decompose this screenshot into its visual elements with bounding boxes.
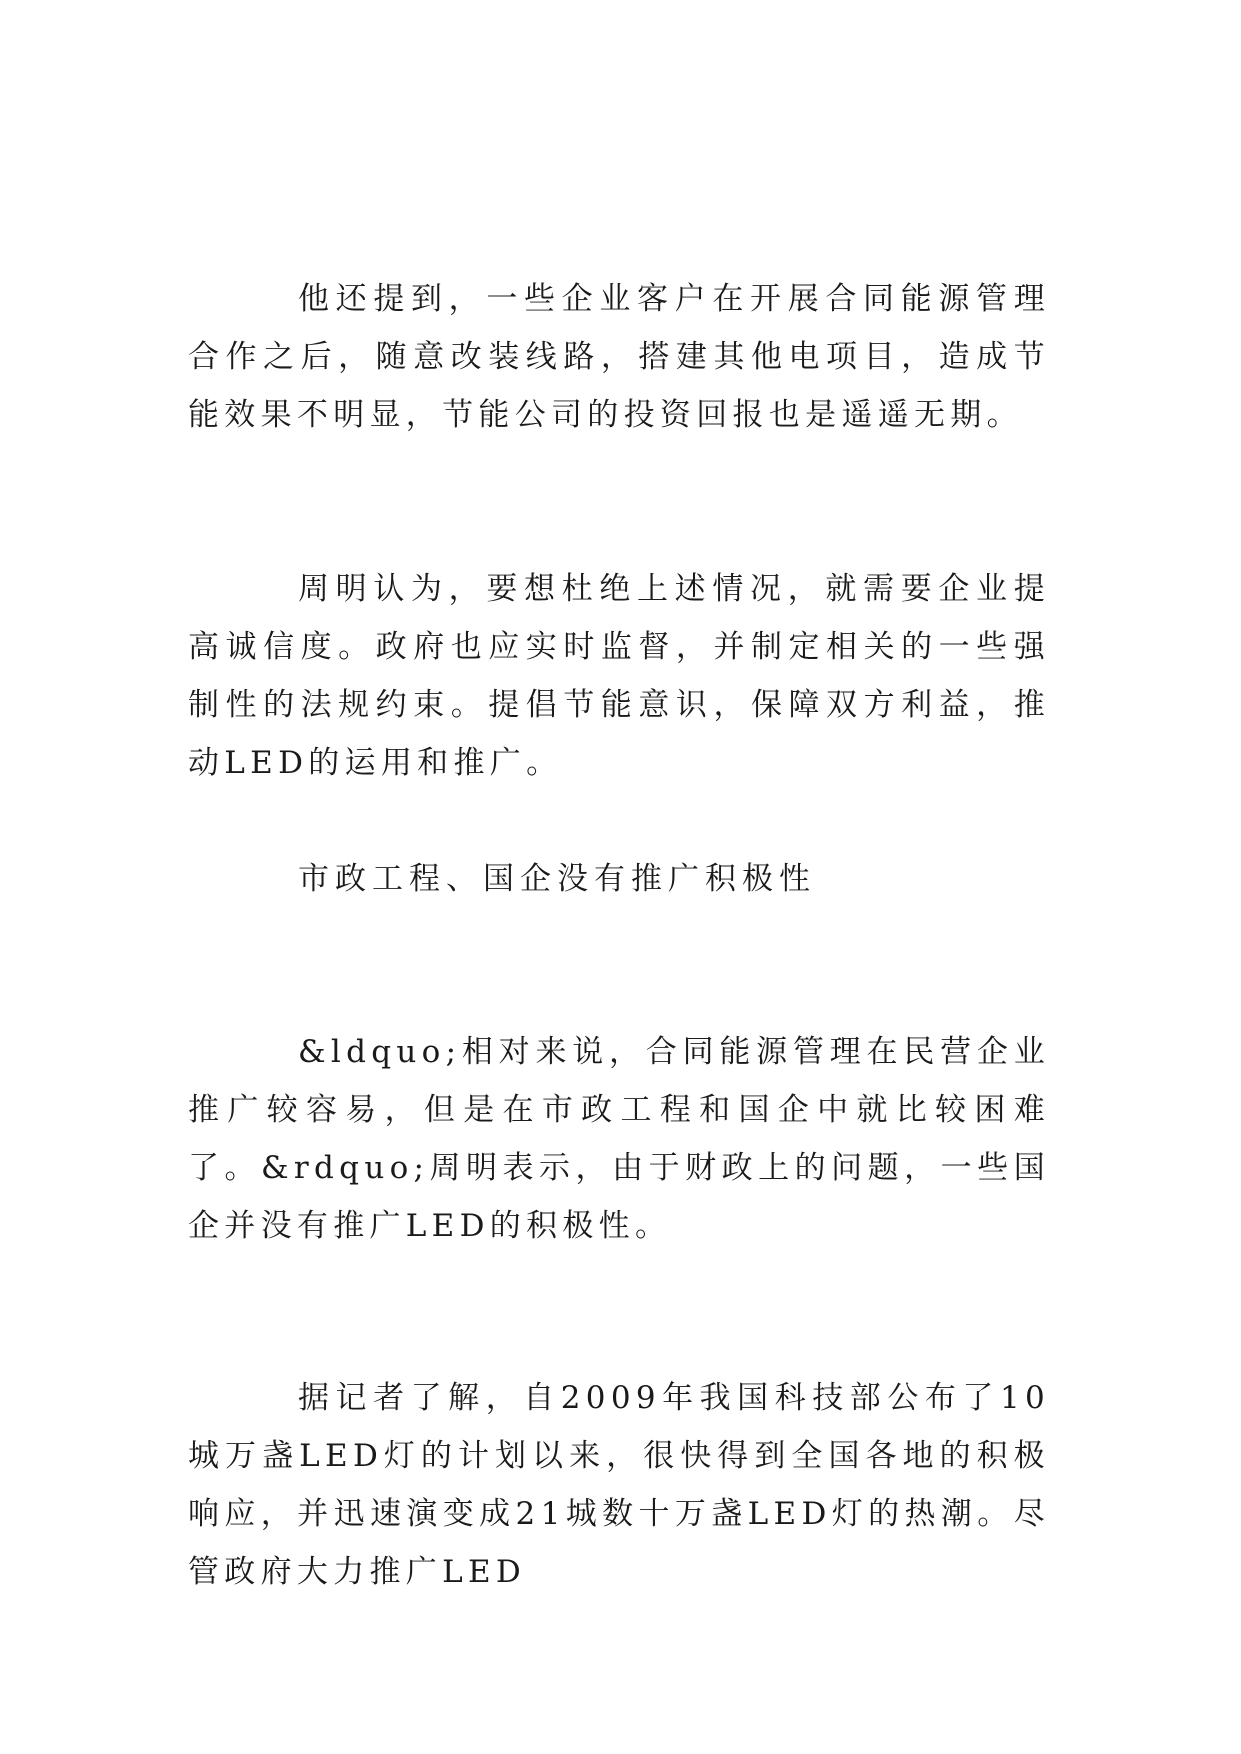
paragraph-contract-energy-issues: 他还提到，一些企业客户在开展合同能源管理合作之后，随意改装线路，搭建其他电项目，造成节能效果不明显，节能公司的投资回报也是遥遥无期。 [188, 281, 1050, 433]
section-heading: 市政工程、国企没有推广积极性 [298, 861, 816, 897]
paragraph-zhou-ming-opinion: 周明认为，要想杜绝上述情况，就需要企业提高诚信度。政府也应实时监督，并制定相关的一些强制性的法规约束。提倡节能意识，保障双方利益，推动LED的运用和推广。 [188, 571, 1050, 781]
paragraph-led-plan-background: 据记者了解，自2009年我国科技部公布了10城万盏LED灯的计划以来，很快得到全国各地的积极响应，并迅速演变成21城数十万盏LED灯的热潮。尽管政府大力推广LED [188, 1380, 1050, 1590]
paragraph-state-enterprise-quote: &ldquo;相对来说，合同能源管理在民营企业推广较容易，但是在市政工程和国企中就比较困难了。&rdquo;周明表示，由于财政上的问题，一些国企并没有推广LED的积极性。 [188, 1034, 1050, 1244]
